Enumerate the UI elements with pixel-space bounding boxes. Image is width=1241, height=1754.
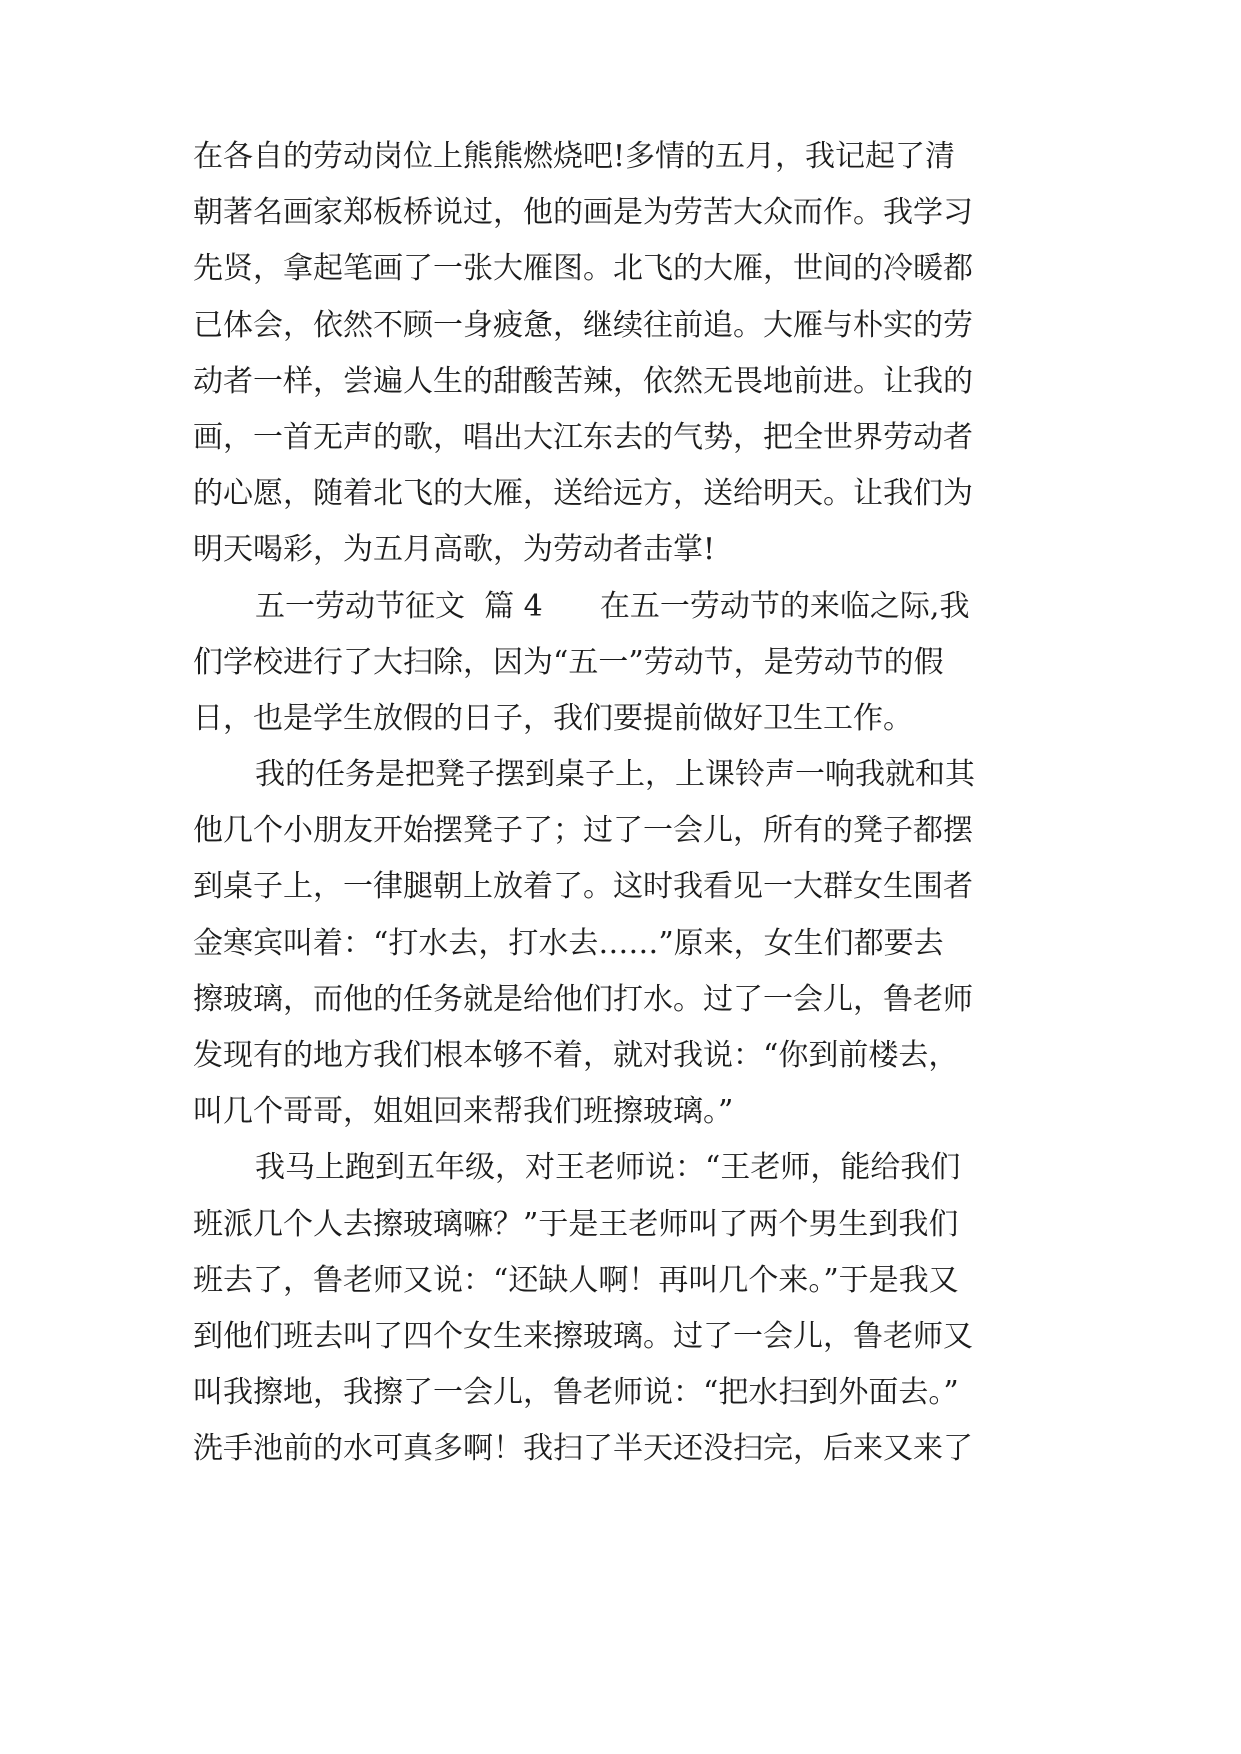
body-text	[193, 129, 1053, 1478]
text-line: 画，一首无声的歌，唱出大江东去的气势，把全世界劳动者	[193, 419, 973, 455]
text-line: 班派几个人去擦玻璃嘛？”于是王老师叫了两个男生到我们	[193, 1206, 959, 1242]
text-line: 的心愿，随着北飞的大雁，送给远方，送给明天。让我们为	[193, 476, 973, 512]
text-line: 洗手池前的水可真多啊！我扫了半天还没扫完，后来又来了	[193, 1431, 973, 1467]
text-line: 们学校进行了大扫除，因为“五一”劳动节，是劳动节的假	[193, 644, 944, 680]
text-line: 擦玻璃，而他的任务就是给他们打水。过了一会儿，鲁老师	[193, 981, 973, 1017]
text-line: 动者一样，尝遍人生的甜酸苦辣，依然无畏地前进。让我的	[193, 363, 973, 399]
text-line: 发现有的地方我们根本够不着，就对我说：“你到前楼去，	[193, 1038, 959, 1073]
text-line: 我的任务是把凳子摆到桌子上，上课铃声一响我就和其	[255, 757, 975, 793]
text-line: 班去了，鲁老师又说：“还缺人啊！再叫几个来。”于是我又	[193, 1262, 959, 1298]
text-line: 朝著名画家郑板桥说过，他的画是为劳苦大众而作。我学习	[193, 195, 973, 231]
text-line: 他几个小朋友开始摆凳子了；过了一会儿，所有的凳子都摆	[193, 813, 973, 849]
text-line: 到他们班去叫了四个女生来擦玻璃。过了一会儿，鲁老师又	[193, 1318, 973, 1354]
text-line: 叫我擦地，我擦了一会儿，鲁老师说：“把水扫到外面去。”	[193, 1375, 959, 1411]
text-line: 在各自的劳动岗位上熊熊燃烧吧!多情的五月，我记起了清	[193, 139, 956, 174]
section-heading-line: 五一劳动节征文 篇 4 在五一劳动节的来临之际,我	[255, 588, 970, 624]
text-line: 到桌子上，一律腿朝上放着了。这时我看见一大群女生围者	[193, 869, 973, 905]
text-line: 金寒宾叫着：“打水去，打水去……”原来，女生们都要去	[193, 925, 944, 961]
text-line: 叫几个哥哥，姐姐回来帮我们班擦玻璃。”	[193, 1094, 734, 1130]
text-line: 我马上跑到五年级，对王老师说：“王老师，能给我们	[255, 1150, 961, 1186]
text-line: 明天喝彩，为五月高歌，为劳动者击掌!	[193, 532, 716, 568]
text-line: 日，也是学生放假的日子，我们要提前做好卫生工作。	[193, 700, 913, 736]
text-line: 先贤，拿起笔画了一张大雁图。北飞的大雁，世间的冷暖都	[193, 251, 973, 287]
text-line: 已体会，依然不顾一身疲惫，继续往前追。大雁与朴实的劳	[193, 307, 973, 343]
